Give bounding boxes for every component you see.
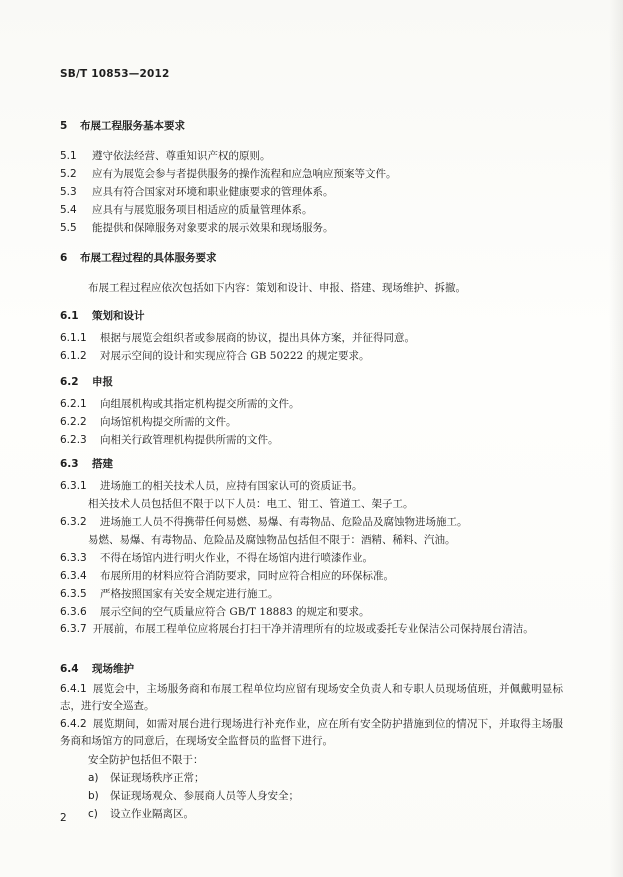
page-edge-shadow [609, 0, 623, 877]
clause-6-3-3 [60, 550, 563, 567]
subsection-6-2-heading [60, 374, 113, 389]
clause-text: 遵守依法经营、尊重知识产权的原则。 [92, 150, 271, 162]
list-item [88, 788, 299, 803]
list-marker: c) [88, 808, 98, 820]
list-text: 保证现场秩序正常； [110, 772, 205, 784]
clause-text: 展览会中，主场服务商和布展工程单位均应留有现场安全负责人和专职人员现场值班，并佩戴明显标志，进行安全巡查。 [60, 683, 563, 712]
clause-text: 向场馆机构提交所需的文件。 [100, 416, 237, 428]
clause-6-4-2 [60, 716, 563, 750]
clause-text: 应具有符合国家对环境和职业健康要求的管理体系。 [92, 186, 334, 198]
list-item [88, 770, 205, 785]
subsection-6-3-heading [60, 456, 113, 471]
clause-number: 6.4.1 [60, 683, 87, 695]
clause-text: 布展所用的材料应符合消防要求，同时应符合相应的环保标准。 [100, 570, 394, 582]
clause-number: 6.3.1 [60, 480, 87, 492]
safety-measures-intro: 安全防护包括但不限于： [88, 754, 204, 766]
subsection-6-1-heading [60, 308, 145, 323]
clause-5-3 [60, 184, 563, 201]
clause-6-3-7 [60, 621, 563, 638]
list-item [88, 806, 194, 821]
clause-text: 进场施工人员不得携带任何易燃、易爆、有毒物品、危险品及腐蚀物进场施工。 [100, 516, 468, 528]
section-number: 5 [60, 120, 68, 132]
clause-text: 进场施工的相关技术人员，应持有国家认可的资质证书。 [100, 480, 363, 492]
section-number: 6 [60, 252, 68, 264]
clause-6-3-4 [60, 568, 563, 585]
clause-5-2 [60, 166, 563, 183]
clause-6-3-1 [60, 478, 563, 495]
clause-text: 展览期间，如需对展台进行现场进行补充作业，应在所有安全防护措施到位的情况下，并取得主场服务商和场馆方的同意后，在现场安全监督员的监督下进行。 [60, 718, 563, 747]
clause-5-1 [60, 148, 563, 165]
clause-number: 6.3.4 [60, 570, 87, 582]
clause-text: 应具有与展览服务项目相适应的质量管理体系。 [92, 204, 313, 216]
subsection-number: 6.3 [60, 458, 79, 470]
clause-6-3-2-continuation: 易燃、易爆、有毒物品、危险品及腐蚀物品包括但不限于：酒精、稀料、汽油。 [88, 534, 456, 546]
clause-text: 根据与展览会组织者或参展商的协议，提出具体方案，并征得同意。 [100, 332, 415, 344]
subsection-title: 申报 [92, 376, 113, 388]
clause-6-3-2 [60, 514, 563, 531]
clause-text: 展示空间的空气质量应符合 GB/T 18883 的规定和要求。 [100, 606, 370, 618]
clause-6-1-2 [60, 348, 563, 365]
page-number: 2 [60, 812, 67, 824]
section-5-heading [60, 118, 185, 133]
subsection-title: 搭建 [92, 458, 113, 470]
clause-number: 6.2.2 [60, 416, 87, 428]
clause-text: 能提供和保障服务对象要求的展示效果和现场服务。 [92, 222, 334, 234]
clause-number: 5.2 [60, 168, 77, 180]
clause-text: 向相关行政管理机构提供所需的文件。 [100, 434, 279, 446]
clause-number: 6.1.1 [60, 332, 87, 344]
clause-number: 6.3.7 [60, 623, 87, 635]
subsection-number: 6.1 [60, 310, 79, 322]
section-title: 布展工程过程的具体服务要求 [80, 252, 217, 264]
subsection-6-4-heading [60, 661, 134, 676]
clause-number: 6.3.5 [60, 588, 87, 600]
clause-number: 6.3.3 [60, 552, 87, 564]
clause-6-3-1-continuation: 相关技术人员包括但不限于以下人员：电工、钳工、管道工、架子工。 [88, 498, 414, 510]
list-text: 保证现场观众、参展商人员等人身安全； [110, 790, 299, 802]
clause-6-4-1 [60, 681, 563, 715]
clause-number: 6.4.2 [60, 718, 87, 730]
clause-5-5 [60, 220, 563, 237]
standard-number-header: SB/T 10853—2012 [60, 68, 170, 80]
clause-6-3-5 [60, 586, 563, 603]
clause-number: 5.5 [60, 222, 77, 234]
clause-text: 不得在场馆内进行明火作业，不得在场馆内进行喷漆作业。 [100, 552, 373, 564]
subsection-number: 6.2 [60, 376, 79, 388]
list-marker: b) [88, 790, 99, 802]
clause-text: 开展前，布展工程单位应将展台打扫干净并清理所有的垃圾或委托专业保洁公司保持展台清洁。 [92, 623, 534, 635]
clause-text: 对展示空间的设计和实现应符合 GB 50222 的规定要求。 [100, 350, 370, 362]
clause-6-2-1 [60, 396, 563, 413]
clause-number: 5.3 [60, 186, 77, 198]
clause-text: 严格按照国家有关安全规定进行施工。 [100, 588, 279, 600]
clause-5-4 [60, 202, 563, 219]
clause-number: 6.2.3 [60, 434, 87, 446]
clause-6-2-2 [60, 414, 563, 431]
clause-6-1-1 [60, 330, 563, 347]
list-marker: a) [88, 772, 99, 784]
section-6-intro: 布展工程过程应依次包括如下内容：策划和设计、申报、搭建、现场维护、拆撤。 [88, 282, 466, 294]
clause-number: 5.4 [60, 204, 77, 216]
subsection-title: 策划和设计 [92, 310, 145, 322]
section-title: 布展工程服务基本要求 [80, 120, 185, 132]
section-6-heading [60, 250, 217, 265]
clause-text: 应有为展览会参与者提供服务的操作流程和应急响应预案等文件。 [92, 168, 397, 180]
clause-6-2-3 [60, 432, 563, 449]
subsection-title: 现场维护 [92, 663, 134, 675]
clause-number: 6.3.6 [60, 606, 87, 618]
list-text: 设立作业隔离区。 [110, 808, 194, 820]
clause-number: 5.1 [60, 150, 77, 162]
clause-number: 6.3.2 [60, 516, 87, 528]
clause-text: 向组展机构或其指定机构提交所需的文件。 [100, 398, 300, 410]
clause-number: 6.1.2 [60, 350, 87, 362]
clause-6-3-6 [60, 604, 563, 621]
subsection-number: 6.4 [60, 663, 79, 675]
clause-number: 6.2.1 [60, 398, 87, 410]
